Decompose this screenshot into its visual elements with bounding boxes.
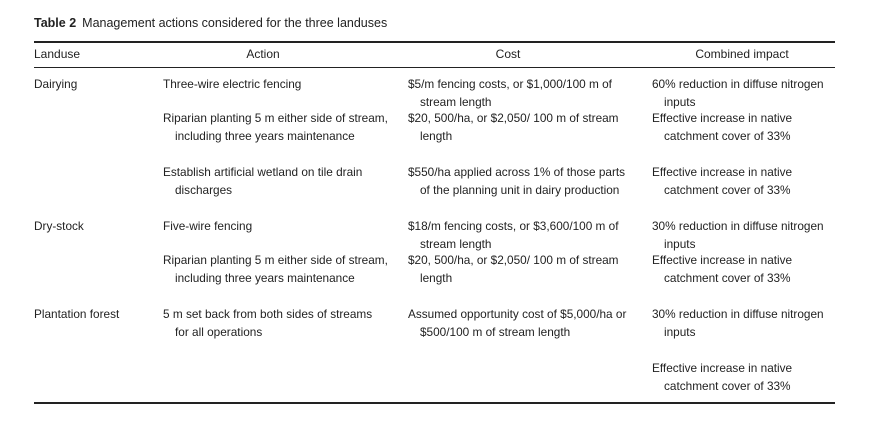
row-6-action: 5 m set back from both sides of streams for all operations [163, 307, 373, 339]
row-1-landuse: Dairying [34, 77, 78, 91]
header-landuse: Landuse [34, 47, 81, 61]
table-bottom-rule [34, 402, 835, 404]
row-5-action: Riparian planting 5 m either side of stream, including three years maintenance [163, 253, 388, 285]
row-4-cost: $18/m fencing costs, or $3,600/100 m of stream length [408, 219, 619, 251]
row-5-impact: Effective increase in native catchment cover of 33% [652, 253, 793, 285]
row-6-landuse: Plantation forest [34, 307, 120, 321]
row-1-cost: $5/m fencing costs, or $1,000/100 m of stream length [408, 77, 612, 109]
row-3-impact: Effective increase in native catchment cover of 33% [652, 165, 793, 197]
row-6-cost: Assumed opportunity cost of $5,000/ha or $500/100 m of stream length [408, 307, 627, 339]
table-caption-label: Table 2 [34, 16, 77, 30]
row-2-action: Riparian planting 5 m either side of stream, including three years maintenance [163, 111, 388, 143]
row-1-action: Three-wire electric fencing [163, 77, 302, 91]
header-cost: Cost [495, 47, 521, 61]
row-6-impact: 30% reduction in diffuse nitrogen inputs [652, 307, 824, 339]
row-3-action: Establish artificial wetland on tile drain discharges [163, 165, 363, 197]
row-3-cost: $550/ha applied across 1% of those parts of the planning unit in dairy production [408, 165, 626, 197]
row-7-impact: Effective increase in native catchment cover of 33% [652, 361, 793, 393]
table-top-rule [34, 41, 835, 43]
row-2-cost: $20, 500/ha, or $2,050/ 100 m of stream length [408, 111, 619, 143]
row-1-impact: 60% reduction in diffuse nitrogen inputs [652, 77, 824, 109]
header-action: Action [246, 47, 280, 61]
header-combined-impact: Combined impact [695, 47, 789, 61]
row-5-cost: $20, 500/ha, or $2,050/ 100 m of stream length [408, 253, 619, 285]
row-4-action: Five-wire fencing [163, 219, 253, 233]
table-caption-text: Management actions considered for the three landuses [82, 16, 388, 30]
row-4-impact: 30% reduction in diffuse nitrogen inputs [652, 219, 824, 251]
row-2-impact: Effective increase in native catchment cover of 33% [652, 111, 793, 143]
table-caption [34, 15, 387, 31]
row-4-landuse: Dry-stock [34, 219, 84, 233]
table-header-rule [34, 67, 835, 68]
